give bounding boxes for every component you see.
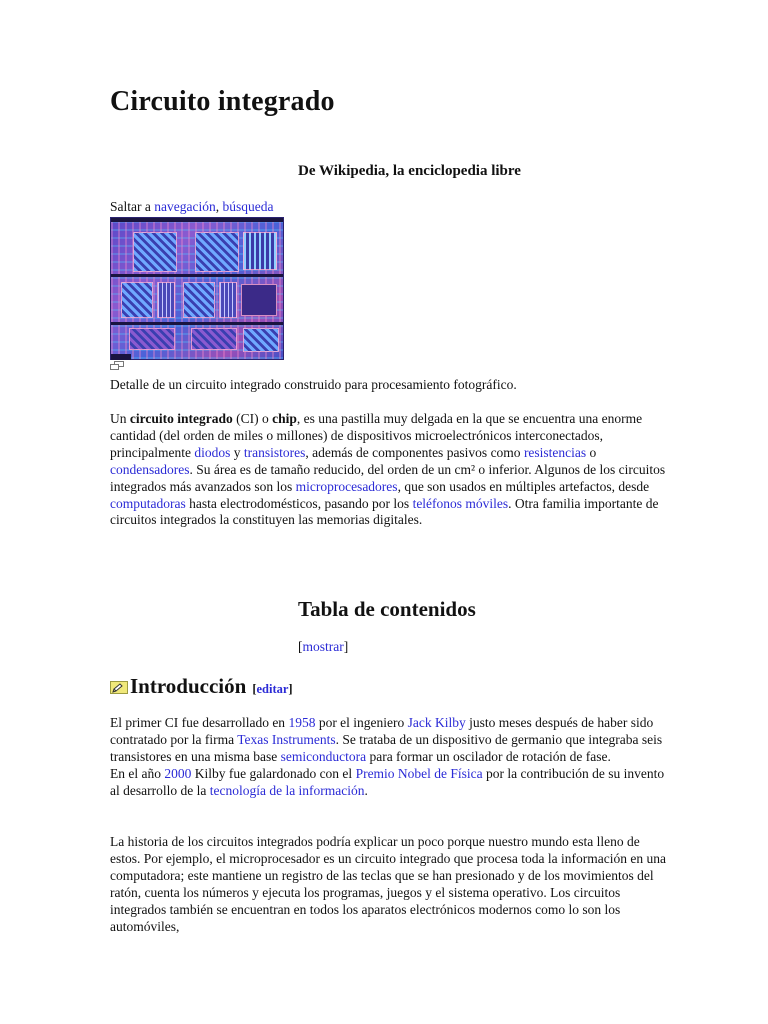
site-subtitle: De Wikipedia, la enciclopedia libre [298,163,521,179]
link-1958[interactable]: 1958 [288,715,316,730]
image-detail [243,328,279,352]
text: por el ingeniero [315,715,408,730]
text: . [364,782,368,798]
toc-title: Tabla de contenidos [298,597,476,621]
text: por la contribución de su invento al desarrollo de la [110,765,665,798]
link-computadoras[interactable]: computadoras [110,495,186,511]
bracket: [ [298,639,303,654]
skip-separator: , [215,199,223,214]
link-diodos[interactable]: diodos [194,444,231,460]
enlarge-icon[interactable] [110,361,124,370]
bold-term: circuito integrado [129,411,233,426]
link-texas-instruments[interactable]: Texas Instruments [237,731,336,747]
text: para formar un oscilador de rotación de fase. [366,748,611,764]
link-premio-nobel-fisica[interactable]: Premio Nobel de Física [355,765,483,781]
link-transistores[interactable]: transistores [243,444,306,460]
text: , además de componentes pasivos como [305,444,524,460]
section-paragraph [110,715,670,800]
toc-toggle [298,639,348,655]
link-condensadores[interactable]: condensadores [110,461,190,477]
page-title: Circuito integrado [110,86,335,117]
skip-to-navigation-link[interactable]: navegación [154,199,216,214]
link-tecnologia-informacion[interactable]: tecnología de la información [209,782,365,798]
text: , que son usados en múltiples artefactos, desde [397,478,650,494]
image-detail [195,232,239,272]
text: . Se trataba de un dispositivo de germanio que integraba seis transistores en una misma base [110,731,663,764]
image-detail [111,322,283,325]
text: Kilby fue galardonado con el [191,765,356,781]
text: El primer CI fue desarrollado en [110,715,289,730]
text: , es una pastilla muy delgada en la que se encuentra una enorme cantidad (del orden de miles o millones) de dispositivos microelectrónicos interconectados, principalmente [110,411,643,460]
link-microprocesadores[interactable]: microprocesadores [295,478,398,494]
link-2000[interactable]: 2000 [164,765,192,781]
image-detail [241,284,277,316]
image-detail [133,232,177,272]
section-edit: [editar] [252,682,293,696]
section-heading-introduccion [110,674,293,699]
text: . Su área es de tamaño reducido, del orden de un cm² o inferior. Algunos de los circuitos integrados más avanzados son los [110,461,666,494]
text: y [230,444,244,460]
text: . Otra familia importante de circuitos integrados la constituyen las memorias digitales. [110,495,659,528]
text: En el año [110,765,165,781]
image-detail [129,328,175,350]
intro-paragraph [110,411,670,529]
image-detail [243,232,277,270]
image-detail [157,282,175,318]
image-detail [191,328,237,350]
link-resistencias[interactable]: resistencias [523,444,587,460]
image-detail [111,274,283,277]
skip-links [110,199,273,215]
edit-section-link[interactable]: editar [256,682,289,696]
skip-prefix: Saltar a [110,199,155,214]
text: (CI) o [232,411,273,426]
link-jack-kilby[interactable]: Jack Kilby [407,715,466,730]
section-heading-text: Introducción [130,674,247,698]
toc-show-link[interactable]: mostrar [302,639,344,654]
text: justo meses después de haber sido contratado por la firma [110,715,654,747]
image-caption: Detalle de un circuito integrado construido para procesamiento fotográfico. [110,377,517,392]
link-semiconductora[interactable]: semiconductora [280,748,367,764]
edit-pencil-icon [110,681,128,694]
image-detail [111,218,283,222]
image-detail [111,354,131,360]
text: hasta electrodomésticos, pasando por los [185,495,413,511]
bold-term: chip [272,411,297,426]
skip-to-search-link[interactable]: búsqueda [222,199,274,214]
image-detail [183,282,215,318]
image-detail [121,282,153,318]
image-detail [219,282,237,318]
text: o [586,444,597,460]
chip-image[interactable] [110,217,284,360]
section-paragraph: La historia de los circuitos integrados podría explicar un poco porque nuestro mundo esta lleno de estos. Por ejemplo, el microprocesador es un circuito integrado que procesa toda la información en una computadora; este mantiene un registro de las teclas que se han presionado y de los movimientos del ratón, cuenta los números y ejecuta los programas, juegos y el sistema operativo. Los circuitos integrados también se encuentran en todos los aparatos electrónicos modernos como lo son los automóviles, [110,834,666,934]
link-telefonos-moviles[interactable]: teléfonos móviles [412,495,509,511]
text: Un [110,411,130,426]
bracket: ] [343,639,349,654]
